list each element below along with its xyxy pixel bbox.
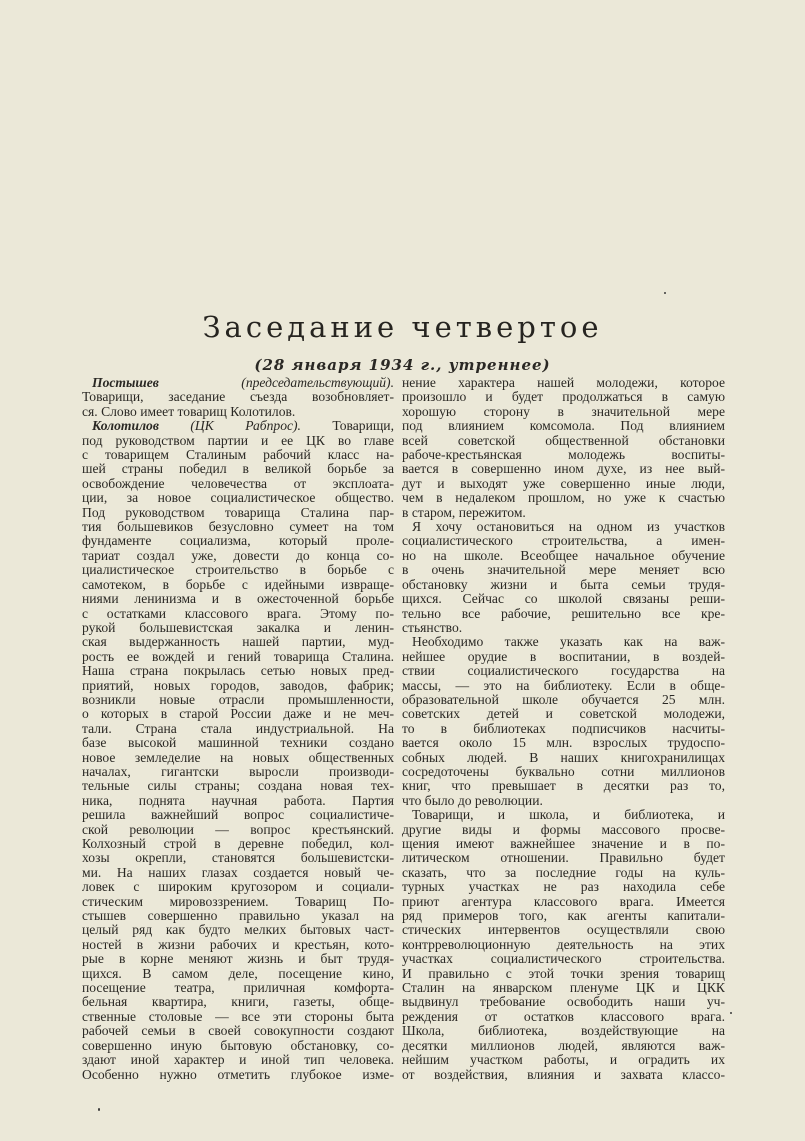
text-line: советских детей и советской молодежи,: [402, 706, 725, 722]
session-title: Заседание четвертое: [202, 310, 603, 344]
paragraph: [402, 635, 725, 808]
text-line: стических интервентов осуществляли свою: [402, 922, 725, 938]
text-line: с остатками классового врага. Этому по-: [82, 605, 394, 621]
text-line: ции, за новое социалистическое общество.: [82, 490, 394, 506]
text-line: совершенно иную бытовую обстановку, со-: [82, 1037, 394, 1053]
text-line: обстановку жизни и быта семьи трудя-: [402, 576, 725, 592]
text-line: ряд примеров того, как агенты капитали-: [402, 908, 725, 924]
text-line: но на школе. Всеобщее начальное обучение: [402, 547, 725, 563]
text-line: нение характера нашей молодежи, которое: [402, 375, 725, 390]
text-line: всей советской общественной обстановки: [402, 432, 725, 448]
text-line: ми. На наших глазах создается новый че-: [82, 864, 394, 880]
text-line: чем в недалеком прошлом, но уже к счастью: [402, 490, 725, 506]
left-text-column: [82, 376, 394, 1082]
text-line: самотеком, в борьбе с идейными извраще-: [82, 576, 394, 592]
text-span: Товарищи,: [332, 418, 394, 434]
text-line: Я хочу остановиться на одном из участков: [412, 519, 725, 535]
text-line: щения имеют важнейшее значение и в по-: [402, 836, 725, 851]
text-line: хозы окрепли, становятся большевистски-: [82, 850, 394, 866]
text-line: что было до революции.: [402, 792, 543, 808]
text-line: Товарищи, заседание съезда возобновляет-: [82, 389, 394, 405]
text-line: ствии социалистического государства на: [402, 663, 725, 679]
text-line: приют агентура классового врага. Имеется: [402, 893, 725, 909]
text-line: Колхозный строй в деревне победил, кол-: [82, 836, 394, 851]
text-line: контрреволюционную деятельность на этих: [402, 936, 725, 952]
text-line: книг, что превышает в десятки раз то,: [402, 778, 725, 794]
text-line: ся. Слово имеет товарищ Колотилов.: [82, 403, 296, 419]
text-line: рабоче-крестьянская молодежь воспиты-: [402, 447, 725, 463]
text-line: Особенно нужно отметить глубокое изме-: [82, 1066, 394, 1082]
text-line: Товарищи, и школа, и библиотека, и: [412, 807, 725, 823]
text-line: тия большевиков безусловно сумеет на том: [82, 519, 394, 535]
text-line: под влиянием комсомола. Под влиянием: [402, 418, 725, 434]
text-line: дут и выходят уже совершенно иные люди,: [402, 475, 725, 491]
text-line: нейшее орудие в воспитании, в воздей-: [402, 648, 725, 664]
text-line: тали. Страна стала индустриальной. На: [82, 720, 394, 736]
text-line: от воздействия, влияния и захвата классо-: [402, 1066, 725, 1082]
text-line: возникли новые отрасли промышленности,: [82, 691, 394, 707]
speaker-affiliation: (председательствующий).: [241, 375, 394, 390]
text-line: приятий, новых городов, заводов, фабрик;: [82, 677, 394, 693]
text-line: циалистическое строительство в борьбе с: [82, 562, 394, 578]
text-line: решила важнейший вопрос социалистиче-: [82, 807, 394, 823]
text-line: турных участках не раз находила себе: [402, 879, 725, 895]
text-line: произошло и будет продолжаться в самую: [402, 389, 725, 405]
text-line: И правильно с этой точки зрения товарищ: [402, 965, 725, 981]
paragraph: [82, 419, 394, 1082]
text-line: тариат создал уже, довести до конца со-: [82, 547, 394, 563]
text-line: образовательной школе обучается 25 млн.: [402, 691, 725, 707]
text-line: новое земледелие на новых общественных: [82, 749, 394, 765]
speaker-affiliation: (ЦК Рабпрос).: [190, 418, 301, 434]
text-line: с товарищем Сталиным рабочий класс на-: [82, 447, 394, 463]
speaker-name: Постышев: [92, 375, 159, 390]
text-line: бельная квартира, книги, газеты, обще-: [82, 994, 394, 1010]
text-line: стышев совершенно правильно указал на: [82, 908, 394, 924]
text-line: в старом, пережитом.: [402, 504, 526, 520]
text-line: рость ее вождей и гений товарища Сталина.: [82, 648, 394, 664]
text-line: Школа, библиотека, воздействующие на: [402, 1023, 725, 1039]
paragraph: [402, 520, 725, 635]
text-line: фундаменте социализма, который проле-: [82, 533, 394, 549]
text-line: под руководством партии и ее ЦК во главе: [82, 432, 394, 448]
text-line: освобождение человечества от эксплоата-: [82, 475, 394, 491]
text-line: Сталин на январском пленуме ЦК и ЦКК: [402, 980, 725, 996]
paragraph: [402, 376, 725, 520]
session-date: (28 января 1934 г., утреннее): [254, 356, 551, 374]
text-line: стьянство.: [402, 619, 463, 635]
text-line: Необходимо также указать как на важ-: [412, 634, 725, 650]
text-line: массы, — это на библиотеку. Если в обще-: [402, 677, 725, 693]
text-line: щихся. Сейчас со школой связаны реши-: [402, 591, 725, 607]
text-line: целый ряд как будто мелких бытовых част-: [82, 922, 394, 938]
text-line: рые в корне меняют жизнь и быт трудя-: [82, 951, 394, 967]
text-line: ловек с широким кругозором и социали-: [82, 879, 394, 895]
text-line: то в библиотеках подписчиков насчиты-: [402, 720, 725, 736]
text-line: базе высокой машинной техники создано: [82, 735, 394, 751]
paragraph: [402, 808, 725, 1082]
text-line: тельные силы страны; создана новая тех-: [82, 778, 394, 794]
text-line: Под руководством товарища Сталина пар-: [82, 504, 394, 520]
text-line: в очень значительной мере меняет всю: [402, 562, 725, 578]
speaker-line: [82, 376, 394, 390]
text-line: тельно все рабочие, решительно все кре-: [402, 605, 725, 621]
text-line: литическом отношении. Правильно будет: [402, 850, 725, 866]
right-text-column: [402, 376, 725, 1082]
scan-speck: [730, 1012, 732, 1014]
scan-speck: [664, 292, 666, 294]
text-line: о которых в старой России даже и не меч-: [82, 706, 394, 722]
text-line: началах, гигантски выросли производи-: [82, 763, 394, 779]
text-line: другие виды и формы массового просве-: [402, 821, 725, 837]
text-line: сосредоточены буквально сотни миллионов: [402, 763, 725, 779]
text-line: собных людей. В наших книгохранилищах: [402, 749, 725, 765]
text-line: вается около 15 млн. взрослых трудоспо-: [402, 735, 725, 751]
text-line: нейшим участком работы, и оградить их: [402, 1052, 725, 1068]
text-line: ника, поднята научная работа. Партия: [82, 792, 394, 808]
text-line: сказать, что за последние годы на куль-: [402, 864, 725, 880]
text-line: вается в совершенно ином духе, из нее вый-: [402, 461, 725, 477]
text-line: посещение театра, приличная комфорта-: [82, 980, 394, 996]
scan-speck: [98, 1108, 100, 1111]
text-line: ственные столовые — все эти стороны быта: [82, 1008, 394, 1024]
text-line: ностей в жизни рабочих и крестьян, кото-: [82, 936, 394, 952]
text-line: ниями ленинизма и в ожесточенной борьбе: [82, 591, 394, 607]
text-line: здают иной характер и иной тип человека.: [82, 1052, 394, 1068]
text-line: социалистического строительства, а имен-: [402, 533, 725, 549]
text-line: участках социалистического строительства.: [402, 951, 725, 967]
speaker-name: Колотилов: [92, 418, 159, 434]
text-line: выдвинул требование освободить наши уч-: [402, 994, 725, 1010]
text-line: реждения от остатков классового врага.: [402, 1008, 725, 1024]
text-line: десятки миллионов людей, являются важ-: [402, 1037, 725, 1053]
speaker-line: [82, 419, 394, 433]
text-line: шей страны победил в великой борьбе за: [82, 461, 394, 477]
text-line: хорошую сторону в значительной мере: [402, 403, 725, 419]
text-line: рукой большевистская закалка и ленин-: [82, 619, 394, 635]
text-line: ской революции — вопрос крестьянский.: [82, 821, 394, 837]
text-line: ская выдержанность нашей партии, муд-: [82, 634, 394, 650]
text-line: щихся. В самом деле, посещение кино,: [82, 965, 394, 981]
text-line: рабочей семьи в своей совокупности создают: [82, 1023, 394, 1039]
paragraph: [82, 376, 394, 419]
text-line: стическим мировоззрением. Товарищ По-: [82, 893, 394, 909]
text-line: Наша страна покрылась сетью новых пред-: [82, 663, 394, 679]
